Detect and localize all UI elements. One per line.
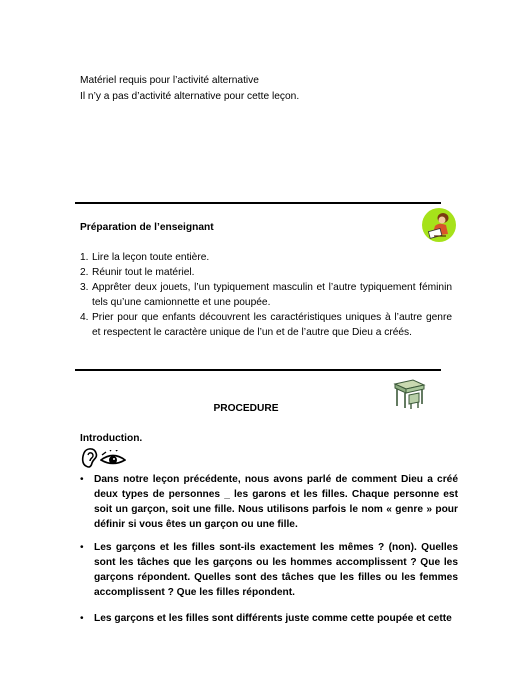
introduction-list bbox=[80, 611, 458, 626]
preparation-list bbox=[80, 250, 452, 340]
list-item: • Les garçons et les filles sont différents juste comme cette poupée et cette bbox=[80, 613, 452, 624]
divider bbox=[75, 202, 441, 204]
introduction-heading: Introduction. bbox=[80, 433, 143, 444]
introduction-list bbox=[80, 540, 458, 600]
list-item: • Dans notre leçon précédente, nous avons parlé de comment Dieu a créé deux types de personnes _ les garons et les filles. Chaque personne est soit un garçon, soit une fille. Nous utilisons parfois le nom « genre » pour définir si vous êtes un garçon ou une fille. bbox=[80, 474, 458, 530]
introduction-list bbox=[80, 472, 458, 532]
list-item: 1. Lire la leçon toute entière. bbox=[80, 252, 210, 263]
divider bbox=[75, 369, 441, 371]
list-item: 2. Réunir tout le matériel. bbox=[80, 267, 195, 278]
list-item: 4. Prier pour que enfants découvrent les caractéristiques uniques à l’autre genre et respectent le caractère unique de l’un et de l’autre que Dieu a créés. bbox=[80, 312, 452, 338]
eye-icon bbox=[100, 450, 126, 468]
procedure-heading: PROCEDURE bbox=[213, 403, 279, 414]
preparation-heading: Préparation de l’enseignant bbox=[80, 222, 214, 233]
list-item: 3. Apprêter deux jouets, l’un typiquement masculin et l’autre typiquement féminin tels qu’une camionnette et une poupée. bbox=[80, 282, 452, 308]
materials-title: Matériel requis pour l’activité alternative bbox=[80, 75, 259, 86]
materials-text: Il n’y a pas d’activité alternative pour cette leçon. bbox=[80, 91, 300, 102]
reading-teacher-icon bbox=[421, 207, 457, 243]
ear-icon bbox=[80, 446, 100, 470]
list-item: • Les garçons et les filles sont-ils exactement les mêmes ? (non). Quelles sont les tâches que les garçons ou les hommes accomplissent ? Que les garçons répondent. Quelles sont des tâches que les filles ou les femmes accomplissent ? Que les filles répondent. bbox=[80, 542, 458, 598]
